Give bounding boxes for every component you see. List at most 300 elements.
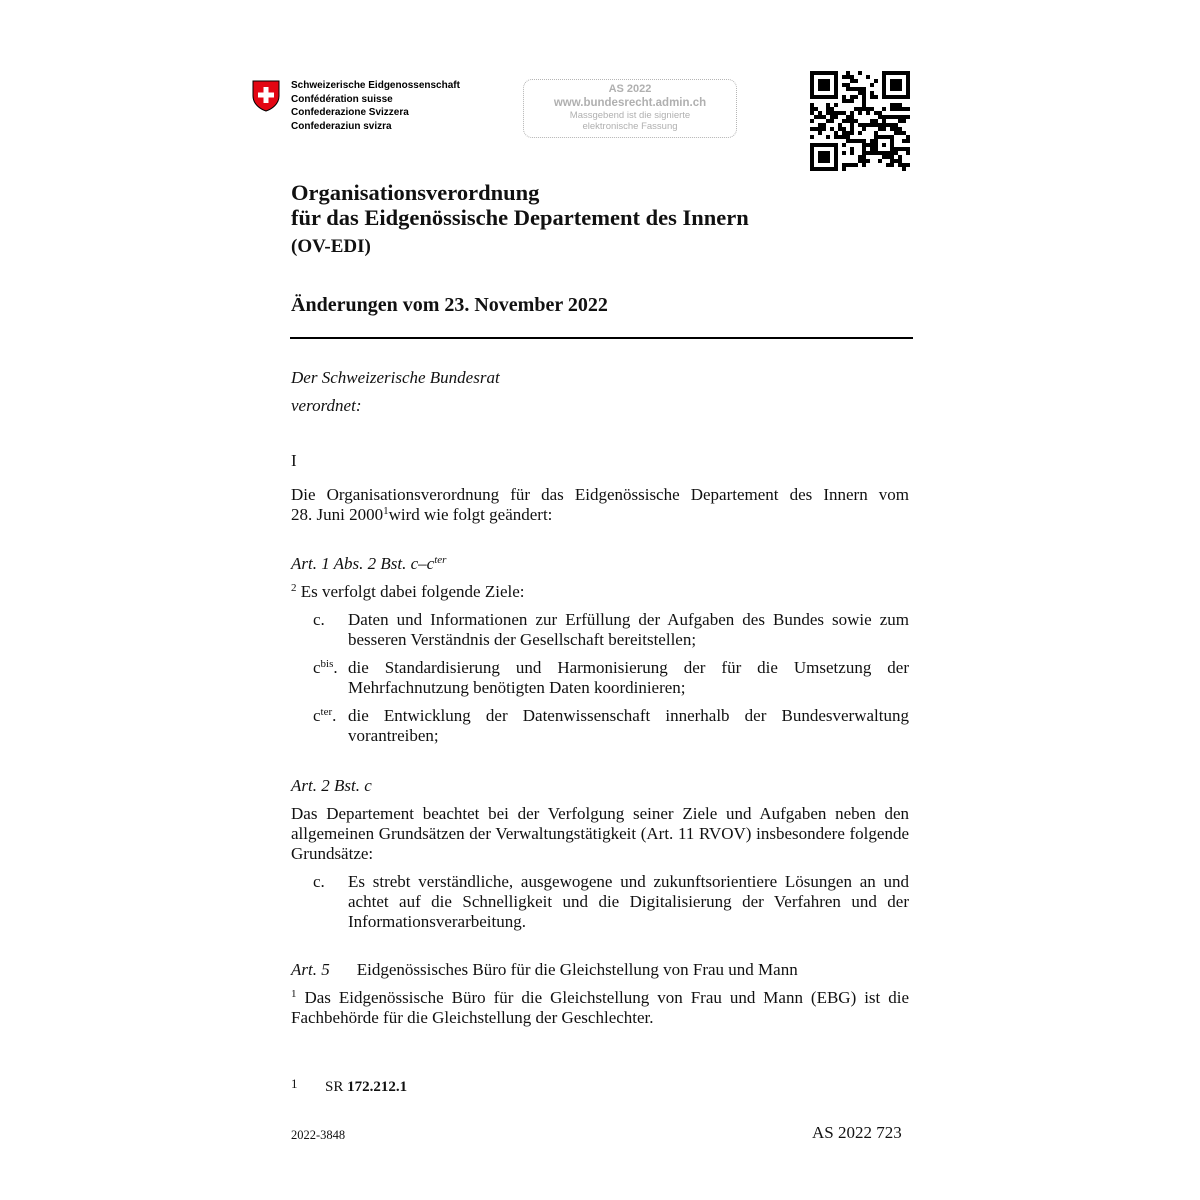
qr-module xyxy=(874,95,878,99)
qr-module xyxy=(846,99,850,103)
qr-module xyxy=(894,115,898,119)
federation-line-de: Schweizerische Eidgenossenschaft xyxy=(291,80,460,91)
qr-module xyxy=(894,103,898,107)
qr-module xyxy=(882,79,886,83)
qr-module xyxy=(906,135,910,139)
qr-module xyxy=(874,143,878,147)
qr-module xyxy=(846,139,850,143)
qr-module xyxy=(898,155,902,159)
qr-module xyxy=(830,95,834,99)
qr-module xyxy=(906,91,910,95)
art5-paragraph-text: Das Eidgenössische Büro für die Gleichstellung von Frau und Mann (EBG) ist die Fachbehörde für die Gleichstellung der Geschlechter. xyxy=(291,988,909,1027)
qr-module xyxy=(898,115,902,119)
qr-module xyxy=(854,87,858,91)
qr-module xyxy=(810,83,814,87)
art1-item-cbis-label xyxy=(313,658,338,678)
qr-module xyxy=(882,135,886,139)
qr-module xyxy=(830,127,834,131)
qr-module xyxy=(846,71,850,75)
qr-module xyxy=(886,151,890,155)
section-intro xyxy=(291,485,909,525)
qr-module xyxy=(810,159,814,163)
title-line-1: Organisationsverordnung xyxy=(291,180,540,205)
art5-heading-number: Art. 5 xyxy=(291,960,330,979)
qr-module xyxy=(834,147,838,151)
qr-module xyxy=(890,143,894,147)
art2-item-c xyxy=(313,872,909,932)
qr-module xyxy=(874,123,878,127)
qr-module xyxy=(862,127,866,131)
qr-module xyxy=(902,71,906,75)
amendment-date-heading: Änderungen vom 23. November 2022 xyxy=(291,294,608,316)
art1-item-cbis xyxy=(313,658,909,698)
qr-module xyxy=(826,135,830,139)
qr-module xyxy=(866,107,870,111)
qr-module xyxy=(830,71,834,75)
qr-module xyxy=(894,95,898,99)
qr-module xyxy=(878,159,882,163)
art1-paragraph-text: Es verfolgt dabei folgende Ziele: xyxy=(296,582,525,601)
qr-module xyxy=(822,151,826,155)
qr-module xyxy=(870,95,874,99)
federation-line-fr: Confédération suisse xyxy=(291,93,393,105)
qr-module xyxy=(850,123,854,127)
qr-module xyxy=(882,127,886,131)
art5-paragraph-number: 1 xyxy=(291,988,297,1000)
federation-line-it: Confederazione Svizzera xyxy=(291,107,409,118)
cter-label-dot: . xyxy=(332,706,337,725)
qr-module xyxy=(826,107,830,111)
qr-module xyxy=(898,71,902,75)
qr-module xyxy=(886,123,890,127)
cbis-label-sup: bis xyxy=(320,658,334,670)
qr-module xyxy=(842,163,846,167)
qr-module xyxy=(810,151,814,155)
qr-module xyxy=(886,135,890,139)
qr-module xyxy=(826,167,830,171)
qr-module xyxy=(866,123,870,127)
qr-module xyxy=(830,119,834,123)
qr-module xyxy=(890,135,894,139)
section-numeral: I xyxy=(291,451,297,470)
art1-item-cter xyxy=(313,706,909,746)
qr-module xyxy=(842,75,846,79)
qr-module xyxy=(862,91,866,95)
qr-module xyxy=(822,159,826,163)
document-number: 2022-3848 xyxy=(291,1128,346,1142)
qr-module xyxy=(890,115,894,119)
qr-module xyxy=(882,87,886,91)
qr-module xyxy=(818,131,822,135)
qr-module xyxy=(810,75,814,79)
qr-module xyxy=(882,91,886,95)
qr-module xyxy=(846,115,850,119)
qr-module xyxy=(810,135,814,139)
qr-module xyxy=(870,107,874,111)
qr-module xyxy=(850,75,854,79)
qr-module xyxy=(826,103,830,107)
preamble-authority: Der Schweizerische Bundesrat xyxy=(291,368,500,387)
qr-module xyxy=(818,123,822,127)
qr-module xyxy=(882,119,886,123)
qr-module xyxy=(846,163,850,167)
qr-module xyxy=(818,115,822,119)
qr-module xyxy=(822,143,826,147)
qr-module xyxy=(862,159,866,163)
qr-module xyxy=(826,119,830,123)
qr-module xyxy=(878,151,882,155)
art5-heading xyxy=(291,960,798,980)
qr-module xyxy=(810,107,814,111)
footnote-text xyxy=(325,1079,407,1096)
art5-heading-title: Eidgenössisches Büro für die Gleichstellung von Frau und Mann xyxy=(356,960,798,979)
qr-module xyxy=(882,115,886,119)
qr-module xyxy=(834,155,838,159)
art2-item-c-label: c. xyxy=(313,872,325,891)
qr-module xyxy=(862,123,866,127)
qr-module xyxy=(858,159,862,163)
qr-module xyxy=(870,123,874,127)
qr-module xyxy=(894,147,898,151)
qr-module xyxy=(874,151,878,155)
art1-heading-sup: ter xyxy=(434,554,447,566)
qr-module xyxy=(886,163,890,167)
qr-module xyxy=(906,151,910,155)
footnote-prefix: SR xyxy=(325,1079,348,1095)
qr-module xyxy=(834,79,838,83)
qr-module xyxy=(822,115,826,119)
qr-module xyxy=(902,107,906,111)
qr-module xyxy=(850,111,854,115)
intro-line-1: Die Organisationsverordnung für das Eidgenössische Departement des Innern vom xyxy=(291,485,909,504)
qr-module xyxy=(834,115,838,119)
qr-module xyxy=(842,151,846,155)
qr-module xyxy=(902,167,906,171)
qr-module xyxy=(818,143,822,147)
qr-module xyxy=(882,155,886,159)
qr-module xyxy=(862,147,866,151)
qr-module xyxy=(898,131,902,135)
qr-module xyxy=(882,95,886,99)
qr-module xyxy=(822,123,826,127)
title-divider xyxy=(290,337,913,339)
qr-module xyxy=(858,107,862,111)
qr-module xyxy=(890,107,894,111)
qr-module xyxy=(818,127,822,131)
stamp-line-url: www.bundesrecht.admin.ch xyxy=(553,97,707,109)
qr-module xyxy=(890,103,894,107)
qr-module xyxy=(834,71,838,75)
qr-module xyxy=(862,87,866,91)
qr-module xyxy=(850,147,854,151)
qr-module xyxy=(818,159,822,163)
qr-module xyxy=(822,155,826,159)
qr-module xyxy=(878,127,882,131)
qr-module xyxy=(834,95,838,99)
qr-module xyxy=(810,111,814,115)
qr-module xyxy=(898,87,902,91)
qr-module xyxy=(902,131,906,135)
art1-item-cbis-text: die Standardisierung und Harmonisierung der für die Umsetzung der Mehrfachnutzung benötigten Daten koordinieren; xyxy=(348,658,909,697)
qr-module xyxy=(826,159,830,163)
art1-heading xyxy=(291,554,446,574)
qr-module xyxy=(842,143,846,147)
qr-module xyxy=(818,167,822,171)
qr-module xyxy=(894,127,898,131)
qr-module xyxy=(870,119,874,123)
qr-module xyxy=(902,163,906,167)
stamp-line-as: AS 2022 xyxy=(608,83,652,95)
qr-module xyxy=(834,83,838,87)
qr-module xyxy=(874,139,878,143)
qr-module xyxy=(842,131,846,135)
art2-item-c-text: Es strebt verständliche, ausgewogene und zukunftsorientiere Lösungen an und achtet auf die Schnelligkeit und die Digitalisierung der Verfahren und der Informationsverarbeitung. xyxy=(348,872,909,931)
intro-rest: wird wie folgt geändert: xyxy=(388,505,553,524)
qr-module xyxy=(842,127,846,131)
qr-module xyxy=(898,127,902,131)
qr-module xyxy=(862,107,866,111)
art1-item-c-label: c. xyxy=(313,610,325,629)
qr-module xyxy=(874,79,878,83)
qr-module xyxy=(878,123,882,127)
qr-module xyxy=(882,123,886,127)
qr-module xyxy=(898,159,902,163)
qr-module xyxy=(826,79,830,83)
qr-module xyxy=(890,83,894,87)
qr-module xyxy=(810,119,814,123)
qr-module xyxy=(810,143,814,147)
qr-module xyxy=(902,147,906,151)
qr-module xyxy=(858,123,862,127)
qr-module xyxy=(850,119,854,123)
qr-module xyxy=(818,151,822,155)
qr-module xyxy=(890,79,894,83)
art1-paragraph-number: 2 xyxy=(291,582,297,594)
qr-module xyxy=(810,91,814,95)
qr-module xyxy=(894,83,898,87)
qr-module xyxy=(866,143,870,147)
qr-module xyxy=(826,143,830,147)
qr-module xyxy=(858,131,862,135)
qr-module xyxy=(850,151,854,155)
qr-module xyxy=(898,103,902,107)
qr-module xyxy=(834,103,838,107)
qr-module xyxy=(898,95,902,99)
qr-module xyxy=(854,139,858,143)
qr-module xyxy=(814,127,818,131)
qr-module xyxy=(874,119,878,123)
qr-module xyxy=(862,151,866,155)
qr-module xyxy=(814,143,818,147)
qr-module xyxy=(886,155,890,159)
qr-module xyxy=(826,111,830,115)
qr-module xyxy=(902,119,906,123)
qr-module xyxy=(846,83,850,87)
qr-module xyxy=(814,71,818,75)
qr-module xyxy=(898,83,902,87)
qr-module xyxy=(842,95,846,99)
qr-module xyxy=(858,87,862,91)
qr-module xyxy=(902,95,906,99)
qr-module xyxy=(862,139,866,143)
qr-module xyxy=(818,71,822,75)
qr-module xyxy=(854,163,858,167)
qr-module xyxy=(822,127,826,131)
qr-module xyxy=(830,143,834,147)
qr-module xyxy=(882,75,886,79)
art5-paragraph xyxy=(291,988,909,1028)
qr-module xyxy=(874,131,878,135)
qr-module xyxy=(862,99,866,103)
qr-module xyxy=(854,95,858,99)
federation-line-rm: Confederaziun svizra xyxy=(291,120,392,132)
qr-module xyxy=(834,143,838,147)
qr-module xyxy=(842,119,846,123)
qr-module xyxy=(882,151,886,155)
qr-module xyxy=(862,95,866,99)
qr-module xyxy=(898,107,902,111)
qr-module xyxy=(838,127,842,131)
qr-module xyxy=(838,111,842,115)
art2-heading: Art. 2 Bst. c xyxy=(291,776,372,795)
qr-module xyxy=(902,139,906,143)
qr-module xyxy=(850,127,854,131)
qr-module xyxy=(906,139,910,143)
qr-module xyxy=(906,87,910,91)
qr-module xyxy=(838,135,842,139)
qr-module xyxy=(834,167,838,171)
qr-module xyxy=(842,111,846,115)
art1-item-cter-label xyxy=(313,706,336,726)
qr-module xyxy=(890,159,894,163)
footnote-number: 1 xyxy=(291,1076,298,1091)
qr-module xyxy=(894,159,898,163)
qr-module xyxy=(874,147,878,151)
federation-name-block xyxy=(291,79,460,133)
qr-module xyxy=(858,71,862,75)
qr-module xyxy=(834,91,838,95)
qr-module xyxy=(842,135,846,139)
qr-module xyxy=(850,95,854,99)
qr-module xyxy=(850,79,854,83)
qr-module xyxy=(810,103,814,107)
qr-module xyxy=(830,167,834,171)
qr-module xyxy=(862,103,866,107)
qr-module xyxy=(846,135,850,139)
qr-module xyxy=(834,159,838,163)
qr-module xyxy=(870,147,874,151)
intro-line-2 xyxy=(291,505,909,525)
qr-module xyxy=(842,99,846,103)
qr-module xyxy=(826,155,830,159)
qr-module xyxy=(810,71,814,75)
qr-module xyxy=(826,87,830,91)
qr-module xyxy=(906,115,910,119)
qr-module xyxy=(898,79,902,83)
art1-item-cter-text: die Entwicklung der Datenwissenschaft innerhalb der Bundesverwaltung vorantreiben; xyxy=(348,706,909,745)
qr-module xyxy=(818,83,822,87)
qr-module xyxy=(870,91,874,95)
qr-module xyxy=(826,95,830,99)
qr-module xyxy=(906,147,910,151)
qr-module xyxy=(894,107,898,111)
qr-module xyxy=(822,95,826,99)
qr-module xyxy=(810,155,814,159)
qr-module xyxy=(814,107,818,111)
qr-module xyxy=(830,115,834,119)
qr-module xyxy=(850,163,854,167)
qr-module xyxy=(830,107,834,111)
qr-module xyxy=(866,159,870,163)
qr-module xyxy=(830,111,834,115)
qr-module xyxy=(878,111,882,115)
qr-module xyxy=(834,151,838,155)
qr-module xyxy=(810,95,814,99)
qr-module xyxy=(822,87,826,91)
qr-module xyxy=(862,163,866,167)
qr-module xyxy=(870,83,874,87)
qr-module xyxy=(826,71,830,75)
qr-module xyxy=(890,71,894,75)
qr-module xyxy=(894,71,898,75)
stamp-line-note: Massgebend ist die signierte xyxy=(569,110,691,121)
qr-module xyxy=(890,87,894,91)
qr-module xyxy=(898,119,902,123)
qr-module xyxy=(870,151,874,155)
official-compilation-reference: AS 2022 723 xyxy=(812,1123,902,1142)
qr-module xyxy=(898,147,902,151)
qr-module xyxy=(886,95,890,99)
qr-module xyxy=(906,83,910,87)
qr-module xyxy=(882,71,886,75)
qr-module xyxy=(894,131,898,135)
qr-module xyxy=(890,123,894,127)
qr-module xyxy=(890,147,894,151)
art1-paragraph xyxy=(291,582,525,602)
qr-module xyxy=(854,107,858,111)
stamp-line-note2: elektronische Fassung xyxy=(582,121,678,132)
title-abbreviation: (OV-EDI) xyxy=(291,236,371,257)
qr-module xyxy=(850,87,854,91)
qr-module xyxy=(810,163,814,167)
qr-module xyxy=(890,155,894,159)
qr-module xyxy=(870,143,874,147)
cter-label-sup: ter xyxy=(320,706,333,718)
document-title xyxy=(291,180,749,230)
swiss-coat-of-arms-icon xyxy=(252,80,280,112)
qr-module xyxy=(858,91,862,95)
qr-module xyxy=(906,95,910,99)
qr-module xyxy=(894,151,898,155)
qr-module xyxy=(810,79,814,83)
art1-heading-text: Art. 1 Abs. 2 Bst. c–c xyxy=(291,554,435,573)
qr-module xyxy=(834,131,838,135)
art2-paragraph: Das Departement beachtet bei der Verfolgung seiner Ziele und Aufgaben neben den allgemeinen Grundsätzen der Verwaltungstätigkeit (Art. 11 RVOV) insbesondere folgende Grundsätze: xyxy=(291,804,909,863)
qr-module xyxy=(866,75,870,79)
qr-module xyxy=(822,79,826,83)
qr-module xyxy=(894,79,898,83)
qr-module xyxy=(890,139,894,143)
qr-module xyxy=(846,131,850,135)
qr-module xyxy=(846,119,850,123)
qr-module xyxy=(878,135,882,139)
qr-module xyxy=(818,95,822,99)
qr-module xyxy=(810,147,814,151)
qr-module xyxy=(810,167,814,171)
qr-module xyxy=(854,119,858,123)
qr-module xyxy=(834,87,838,91)
qr-module xyxy=(826,151,830,155)
